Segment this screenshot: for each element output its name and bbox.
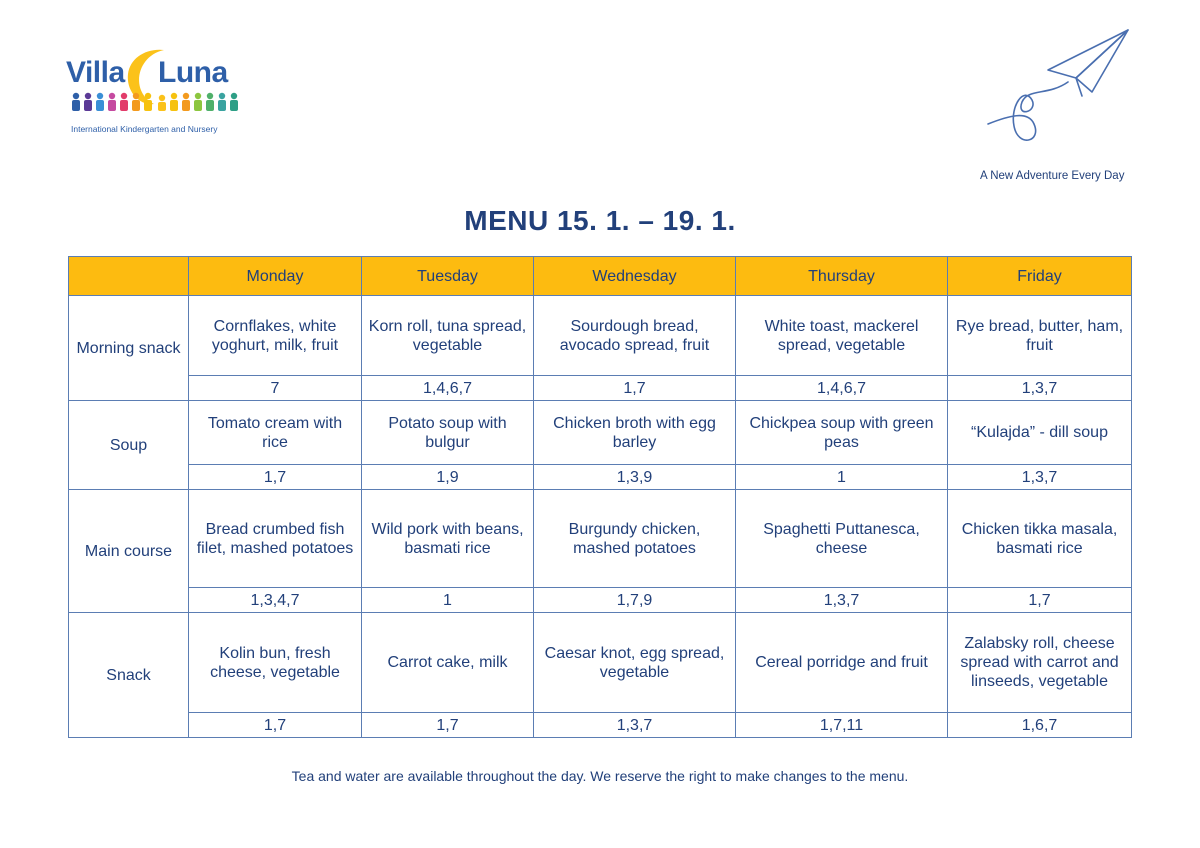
- allergen-cell: 1,3,4,7: [189, 588, 362, 613]
- dish-cell: Chickpea soup with green peas: [736, 401, 948, 465]
- allergen-cell: 7: [189, 376, 362, 401]
- table-row: [69, 613, 1132, 713]
- meal-label: Snack: [69, 613, 189, 738]
- dish-cell: Chicken broth with egg barley: [534, 401, 736, 465]
- allergen-cell: 1,4,6,7: [362, 376, 534, 401]
- allergen-cell: 1,7,9: [534, 588, 736, 613]
- allergen-cell: 1,3,7: [736, 588, 948, 613]
- paper-plane-icon: [978, 26, 1138, 166]
- dish-cell: Bread crumbed fish filet, mashed potatoes: [189, 490, 362, 588]
- allergen-cell: 1,9: [362, 465, 534, 490]
- allergen-cell: 1: [362, 588, 534, 613]
- dish-cell: Carrot cake, milk: [362, 613, 534, 713]
- header-day: Friday: [948, 257, 1132, 296]
- header-day: Thursday: [736, 257, 948, 296]
- dish-cell: “Kulajda” - dill soup: [948, 401, 1132, 465]
- allergen-cell: 1: [736, 465, 948, 490]
- dish-cell: Caesar knot, egg spread, vegetable: [534, 613, 736, 713]
- meal-label: Main course: [69, 490, 189, 613]
- table-row: [69, 401, 1132, 465]
- dish-cell: Korn roll, tuna spread, vegetable: [362, 296, 534, 376]
- table-row: [69, 296, 1132, 376]
- table-row: [69, 588, 1132, 613]
- allergen-cell: 1,3,9: [534, 465, 736, 490]
- allergen-cell: 1,3,7: [948, 465, 1132, 490]
- allergen-cell: 1,6,7: [948, 713, 1132, 738]
- dish-cell: Potato soup with bulgur: [362, 401, 534, 465]
- header-day: Wednesday: [534, 257, 736, 296]
- dish-cell: Cornflakes, white yoghurt, milk, fruit: [189, 296, 362, 376]
- menu-table: [68, 256, 1132, 738]
- table-row: [69, 713, 1132, 738]
- header-day: Monday: [189, 257, 362, 296]
- header-row: [69, 257, 1132, 296]
- page-title: MENU 15. 1. – 19. 1.: [464, 205, 736, 236]
- dish-cell: Rye bread, butter, ham, fruit: [948, 296, 1132, 376]
- header-corner: [69, 257, 189, 296]
- dish-cell: Sourdough bread, avocado spread, fruit: [534, 296, 736, 376]
- footer-note: Tea and water are available throughout the day. We reserve the right to make changes to the menu.: [291, 768, 909, 784]
- allergen-cell: 1,7,11: [736, 713, 948, 738]
- allergen-cell: 1,3,7: [948, 376, 1132, 401]
- allergen-cell: 1,7: [189, 465, 362, 490]
- table-row: [69, 376, 1132, 401]
- dish-cell: Tomato cream with rice: [189, 401, 362, 465]
- logo-subtitle: International Kindergarten and Nursery: [71, 124, 218, 134]
- allergen-cell: 1,7: [362, 713, 534, 738]
- meal-label: Soup: [69, 401, 189, 490]
- allergen-cell: 1,7: [948, 588, 1132, 613]
- allergen-cell: 1,7: [189, 713, 362, 738]
- dish-cell: Burgundy chicken, mashed potatoes: [534, 490, 736, 588]
- table-row: [69, 490, 1132, 588]
- logo-text-luna: Luna: [158, 56, 228, 89]
- dish-cell: White toast, mackerel spread, vegetable: [736, 296, 948, 376]
- table-row: [69, 465, 1132, 490]
- allergen-cell: 1,7: [534, 376, 736, 401]
- meal-label: Morning snack: [69, 296, 189, 401]
- tagline: A New Adventure Every Day: [980, 170, 1125, 182]
- logo-text-villa: Villa: [66, 56, 125, 89]
- villa-luna-logo: [66, 44, 246, 140]
- dish-cell: Kolin bun, fresh cheese, vegetable: [189, 613, 362, 713]
- allergen-cell: 1,3,7: [534, 713, 736, 738]
- children-row-icon: [72, 93, 238, 111]
- allergen-cell: 1,4,6,7: [736, 376, 948, 401]
- dish-cell: Spaghetti Puttanesca, cheese: [736, 490, 948, 588]
- header-day: Tuesday: [362, 257, 534, 296]
- dish-cell: Cereal porridge and fruit: [736, 613, 948, 713]
- dish-cell: Chicken tikka masala, basmati rice: [948, 490, 1132, 588]
- dish-cell: Zalabsky roll, cheese spread with carrot and linseeds, vegetable: [948, 613, 1132, 713]
- dish-cell: Wild pork with beans, basmati rice: [362, 490, 534, 588]
